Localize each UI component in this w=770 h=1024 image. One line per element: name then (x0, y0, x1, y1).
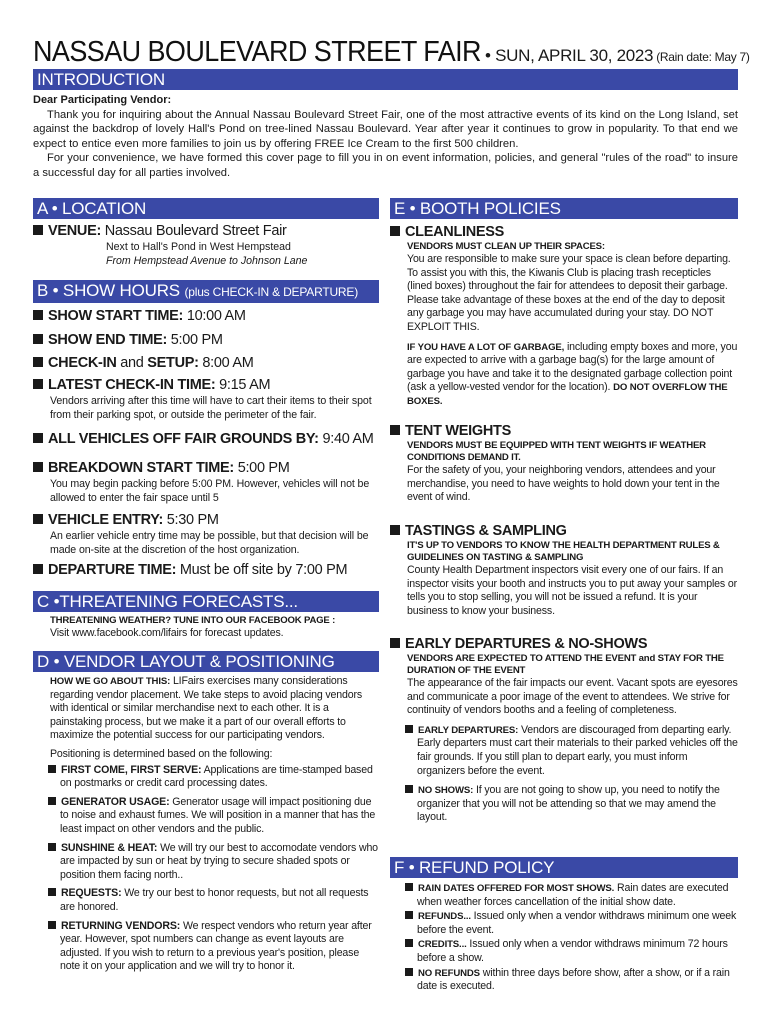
weather-heading: C •THREATENING FORECASTS... (33, 591, 379, 612)
weather-subheading: THREATENING WEATHER? TUNE INTO OUR FACEBOOK PAGE : (50, 615, 336, 626)
no-shows-label: NO SHOWS: (418, 785, 474, 797)
layout-item-returning (33, 920, 379, 974)
refund-item-text: Issued only when a vendor withdraws minimum 72 hours before a show. (417, 938, 728, 964)
garbage-paragraph (390, 341, 738, 409)
layout-item-label: GENERATOR USAGE: (61, 795, 170, 808)
tent-body: For the safety of you, your neighboring vendors, attendees and your merchandise, you need to have weights to hold down your tent in the event of wind. (407, 464, 720, 504)
salutation: Dear Participating Vendor: (33, 94, 172, 106)
breakdown-value: 5:00 PM (237, 460, 290, 476)
square-bullet-icon (48, 797, 56, 805)
early-departures-body: The appearance of the fair impacts our event. Vacant spots are eyesores and communicate a poor image of the event to attendees. We strive for continuity of vendors booths and a feeling of completeness. (407, 677, 738, 717)
latest-checkin-note: Vendors arriving after this time will have to cart their items to their spot from their parking spot, or outside the perimeter of the fair. (50, 395, 372, 421)
show-start-value: 10:00 AM (186, 308, 246, 324)
tent-subheading: VENDORS MUST BE EQUIPPED WITH TENT WEIGHTS IF WEATHER CONDITIONS DEMAND IT. (407, 440, 706, 463)
square-bullet-icon (33, 225, 43, 235)
layout-item-first-come (33, 764, 379, 791)
booth-heading: E • BOOTH POLICIES (390, 198, 738, 219)
refund-item-label: REFUNDS... (418, 911, 471, 923)
square-bullet-icon (33, 310, 43, 320)
early-departures-title (390, 635, 738, 653)
layout-item-label: RETURNING VENDORS: (61, 919, 181, 932)
show-start-item (33, 307, 379, 325)
garbage-label: IF YOU HAVE A LOT OF GARBAGE, (407, 341, 565, 353)
early-departures-label: EARLY DEPARTURES: (418, 724, 519, 736)
layout-item-text: We try our best to honor requests, but not all requests are honored. (60, 887, 369, 913)
no-shows-item (390, 784, 738, 825)
checkin-value: 8:00 AM (202, 355, 254, 371)
show-start-label: SHOW START TIME: (48, 308, 184, 324)
square-bullet-icon (405, 725, 413, 733)
garbage-body: including empty boxes and more, you are expected to arrive with a garbage bag(s) for the large amount of garbage you have and take it to the designated garbage collection point (ask a yellow-vested vendor for the location). (407, 340, 738, 394)
square-bullet-icon (33, 514, 43, 524)
square-bullet-icon (405, 883, 413, 891)
title-row (33, 36, 750, 69)
hours-heading-text: B • SHOW HOURS (37, 281, 180, 300)
square-bullet-icon (48, 843, 56, 851)
departure-value: Must be off site by 7:00 PM (179, 562, 348, 578)
event-date (485, 46, 653, 66)
venue-value: Nassau Boulevard Street Fair (104, 223, 287, 239)
refund-item-text: Issued only when a vendor withdraws minimum one week before the event. (417, 910, 737, 936)
cleanliness-subheading: VENDORS MUST CLEAN UP THEIR SPACES: (407, 241, 605, 252)
square-bullet-icon (405, 939, 413, 947)
refund-item-credits (390, 938, 738, 965)
setup-label: SETUP: (147, 355, 199, 371)
tastings-title-text: TASTINGS & SAMPLING (405, 523, 567, 539)
square-bullet-icon (390, 525, 400, 535)
early-departures-item (390, 724, 738, 778)
how-label: HOW WE GO ABOUT THIS: (50, 676, 171, 687)
flyer-page (33, 36, 750, 993)
layout-item-label: REQUESTS: (61, 887, 122, 900)
show-end-value: 5:00 PM (170, 332, 223, 348)
venue-line-2: From Hempstead Avenue to Johnson Lane (106, 255, 308, 267)
vehicle-entry-item (33, 511, 379, 529)
latest-checkin-item (33, 376, 379, 394)
layout-item-sunshine (33, 842, 379, 883)
vehicle-entry-label: VEHICLE ENTRY: (48, 512, 164, 528)
refund-item-no-refunds (390, 967, 738, 994)
square-bullet-icon (33, 357, 43, 367)
page-title: NASSAU BOULEVARD STREET FAIR (33, 36, 481, 68)
vehicles-off-item (33, 430, 379, 448)
no-shows-text: If you are not going to show up, you need to notify the organizer that you will not be attending so that we may amend the layout. (417, 784, 720, 824)
refund-item-text: Rain dates are executed when weather forces cancellation of the initial show date. (417, 882, 729, 908)
garbage-warning: DO NOT OVERFLOW THE BOXES. (407, 382, 728, 407)
square-bullet-icon (390, 638, 400, 648)
show-end-label: SHOW END TIME: (48, 332, 168, 348)
refund-item-label: RAIN DATES OFFERED FOR MOST SHOWS. (418, 883, 615, 894)
refund-heading: F • REFUND POLICY (390, 857, 738, 878)
checkin-and: and (120, 355, 144, 371)
layout-item-text: We will try our best to accomodate vendors who are impacted by sun or heat by trying to secure shaded spots or position them facing north.. (60, 841, 378, 881)
square-bullet-icon (33, 433, 43, 443)
square-bullet-icon (390, 226, 400, 236)
layout-intro (33, 675, 379, 743)
vehicle-entry-note: An earlier vehicle entry time may be possible, but that decision will be made on-site at the discretion of the host organization. (50, 530, 369, 556)
breakdown-label: BREAKDOWN START TIME: (48, 460, 234, 476)
square-bullet-icon (48, 888, 56, 896)
cleanliness-title-text: CLEANLINESS (405, 224, 505, 240)
vehicles-off-value: 9:40 AM (322, 431, 374, 447)
vehicles-off-label: ALL VEHICLES OFF FAIR GROUNDS BY: (48, 431, 319, 447)
square-bullet-icon (48, 921, 56, 929)
departure-label: DEPARTURE TIME: (48, 562, 177, 578)
intro-heading: INTRODUCTION (33, 69, 738, 90)
breakdown-note: You may begin packing before 5:00 PM. However, vehicles will not be allowed to enter the fair space until 5 (50, 478, 370, 504)
location-heading: A • LOCATION (33, 198, 379, 219)
intro-paragraph-1: Thank you for inquiring about the Annual Nassau Boulevard Street Fair, one of the most attractive events of its kind on the Long Island, set against the backdrop of lovely Hall's Pond on tree-lined Nassau Boulevard. Year after year it continues to grow in popularity. To that end we expect to entice even more families to join us by offering FREE Ice Cream to the first 500 children. (33, 108, 738, 150)
square-bullet-icon (390, 425, 400, 435)
positioning-basis: Positioning is determined based on the following: (50, 747, 273, 760)
layout-item-text: We respect vendors who return year after year. However, spot numbers can change as event layouts are adjusted. If you wish to return to a previous year's position, please note it on your application and we will try to honor it. (60, 919, 372, 973)
intro-paragraph-2: For your convenience, we have formed this cover page to fill you in on event information, policies, and general "rules of the road" to insure a successful day for all parties involved. (33, 152, 738, 179)
early-departures-title-text: EARLY DEPARTURES & NO-SHOWS (405, 636, 648, 652)
venue-label: VENUE: (48, 223, 101, 239)
tastings-subheading: IT'S UP TO VENDORS TO KNOW THE HEALTH DEPARTMENT RULES & GUIDELINES ON TASTING & SAMPLING (407, 540, 720, 563)
hours-heading-sub: (plus CHECK-IN & DEPARTURE) (184, 285, 358, 299)
square-bullet-icon (33, 334, 43, 344)
cleanliness-body: You are responsible to make sure your space is clean before departing. To assist you with this, the Kiwanis Club is placing trash recepticles (lined boxes) throughout the fair for attendees to deposit their garbage. Please take advantage of these boxes at the end of the day to deposit any garbage you may have accumulated during your stay. DO NOT EXPLOIT THIS. (407, 253, 731, 333)
square-bullet-icon (33, 462, 43, 472)
layout-item-generator (33, 796, 379, 837)
early-departures-text: Vendors are discouraged from departing early. Early departers must cart their materials to their parked vehicles off the fair grounds. If you still plan to depart early, you must inform organizers before the event. (417, 723, 738, 777)
checkin-label: CHECK-IN (48, 355, 117, 371)
square-bullet-icon (33, 564, 43, 574)
layout-item-text: Generator usage will impact positioning due to noise and exhaust fumes. We will position in a manner that has the least impact on other vendors and the public. (60, 795, 376, 835)
how-body: LIFairs exercises many considerations regarding vendor placement. We take steps to avoid placing vendors with identical or similar merchandise next to each other. It is a painstaking process, but we make it a part of our overall efforts to maximize the potential success for our participating vendors. (50, 675, 363, 742)
venue-line-1: Next to Hall's Pond in West Hempstead (106, 241, 291, 253)
latest-checkin-label: LATEST CHECK-IN TIME: (48, 377, 216, 393)
square-bullet-icon (33, 379, 43, 389)
square-bullet-icon (405, 968, 413, 976)
refund-item-refunds (390, 910, 738, 937)
vehicle-entry-value: 5:30 PM (166, 512, 219, 528)
early-departures-subheading: VENDORS ARE EXPECTED TO ATTEND THE EVENT and STAY FOR THE DURATION OF THE EVENT (407, 653, 724, 676)
show-end-item (33, 331, 379, 349)
tastings-body: County Health Department inspectors visit every one of our fairs. If an inspector visits your booth and instructs you to put away your samples or tells you to stop selling, you will not be issued a refund. It is your business to know your business. (407, 564, 737, 617)
venue-item (33, 222, 379, 240)
latest-checkin-value: 9:15 AM (219, 377, 271, 393)
square-bullet-icon (48, 765, 56, 773)
tent-title (390, 422, 738, 440)
rain-date: (Rain date: May 7) (656, 50, 750, 64)
checkin-item (33, 354, 379, 372)
breakdown-item (33, 459, 379, 477)
square-bullet-icon (405, 785, 413, 793)
tent-title-text: TENT WEIGHTS (405, 423, 511, 439)
cleanliness-title (390, 223, 738, 241)
title-separator: • (485, 46, 491, 65)
refund-item-text: within three days before show, after a show, or if a rain date is executed. (417, 966, 730, 993)
refund-item-label: NO REFUNDS (418, 967, 480, 979)
layout-item-requests (33, 887, 379, 914)
layout-item-label: SUNSHINE & HEAT: (61, 841, 158, 854)
tastings-title (390, 522, 738, 540)
square-bullet-icon (405, 911, 413, 919)
refund-item-rain-dates (390, 882, 738, 909)
departure-item (33, 561, 379, 579)
layout-item-text: Applications are time-stamped based on postmarks or credit card processing dates. (60, 763, 373, 790)
refund-item-label: CREDITS... (418, 939, 467, 951)
event-date-text: SUN, APRIL 30, 2023 (495, 46, 654, 65)
layout-item-label: FIRST COME, FIRST SERVE: (61, 763, 202, 776)
weather-body: Visit www.facebook.com/lifairs for forecast updates. (50, 627, 284, 639)
intro-section (33, 93, 738, 181)
hours-heading (33, 280, 379, 303)
layout-heading: D • VENDOR LAYOUT & POSITIONING (33, 651, 379, 672)
